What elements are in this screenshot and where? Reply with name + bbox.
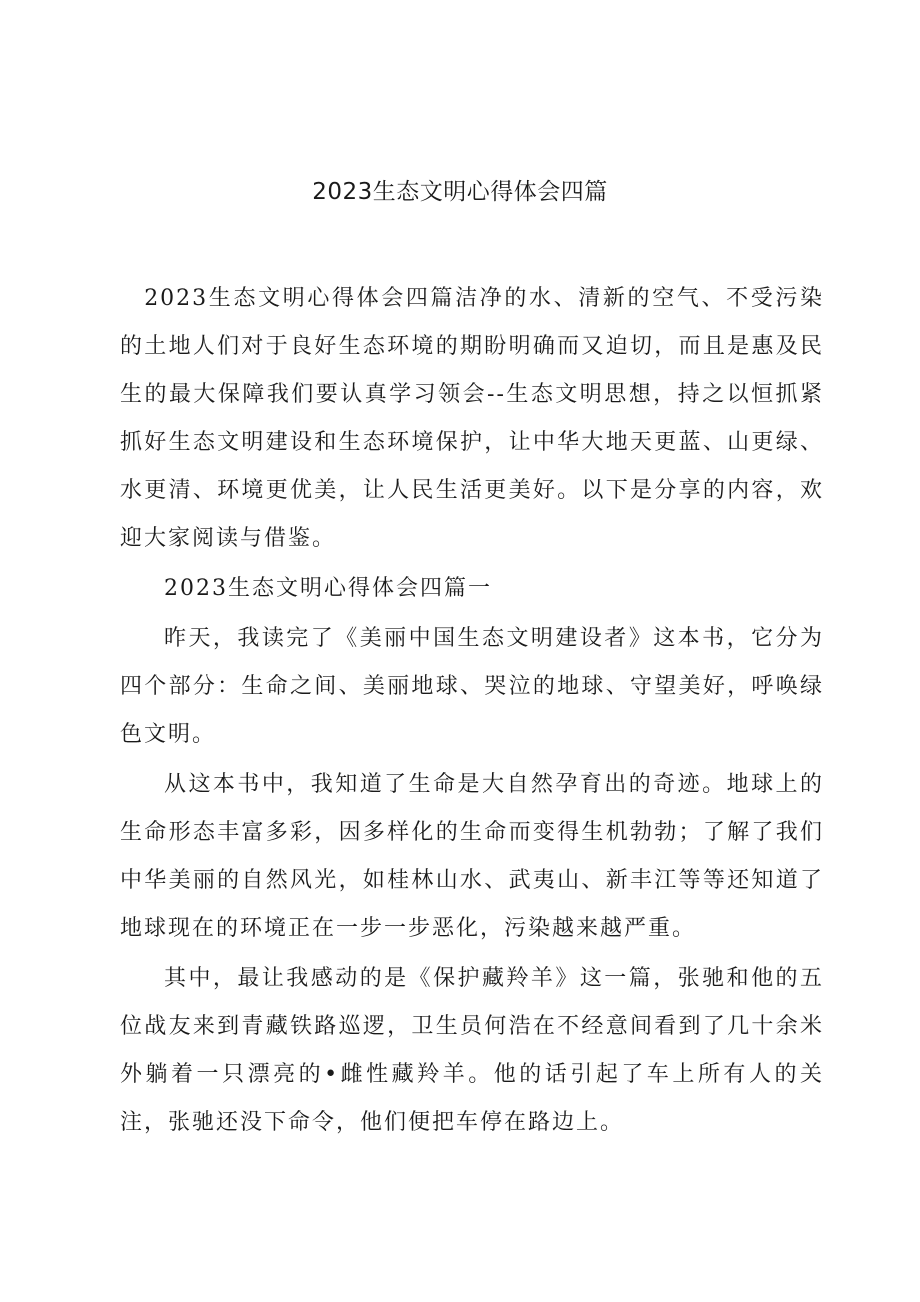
body-paragraph: 昨天，我读完了《美丽中国生态文明建设者》这本书，它分为四个部分：生命之间、美丽地球、哭泣的地球、守望美好，呼唤绿色文明。	[120, 626, 824, 747]
document-body	[120, 275, 824, 1149]
document-title: 2023生态文明心得体会四篇	[312, 179, 608, 205]
body-paragraph: 从这本书中，我知道了生命是大自然孕育出的奇迹。地球上的生命形态丰富多彩，因多样化的生命而变得生机勃勃；了解了我们中华美丽的自然风光，如桂林山水、武夷山、新丰江等等还知道了地球现在的环境正在一步一步恶化，污染越来越严重。	[120, 772, 824, 941]
intro-paragraph: 2023生态文明心得体会四篇洁净的水、清新的空气、不受污染的土地人们对于良好生态环境的期盼明确而又迫切，而且是惠及民生的最大保障我们要认真学习领会--生态文明思想，持之以恒抓紧抓好生态文明建设和生态环境保护，让中华大地天更蓝、山更绿、水更清、环境更优美，让人民生活更美好。以下是分享的内容，欢迎大家阅读与借鉴。	[120, 286, 824, 551]
section-heading: 2023生态文明心得体会四篇一	[164, 576, 492, 601]
body-paragraph: 其中，最让我感动的是《保护藏羚羊》这一篇，张驰和他的五位战友来到青藏铁路巡逻，卫生员何浩在不经意间看到了几十余米外躺着一只漂亮的•雌性藏羚羊。他的话引起了车上所有人的关注，张驰还没下命令，他们便把车停在路边上。	[120, 966, 824, 1135]
